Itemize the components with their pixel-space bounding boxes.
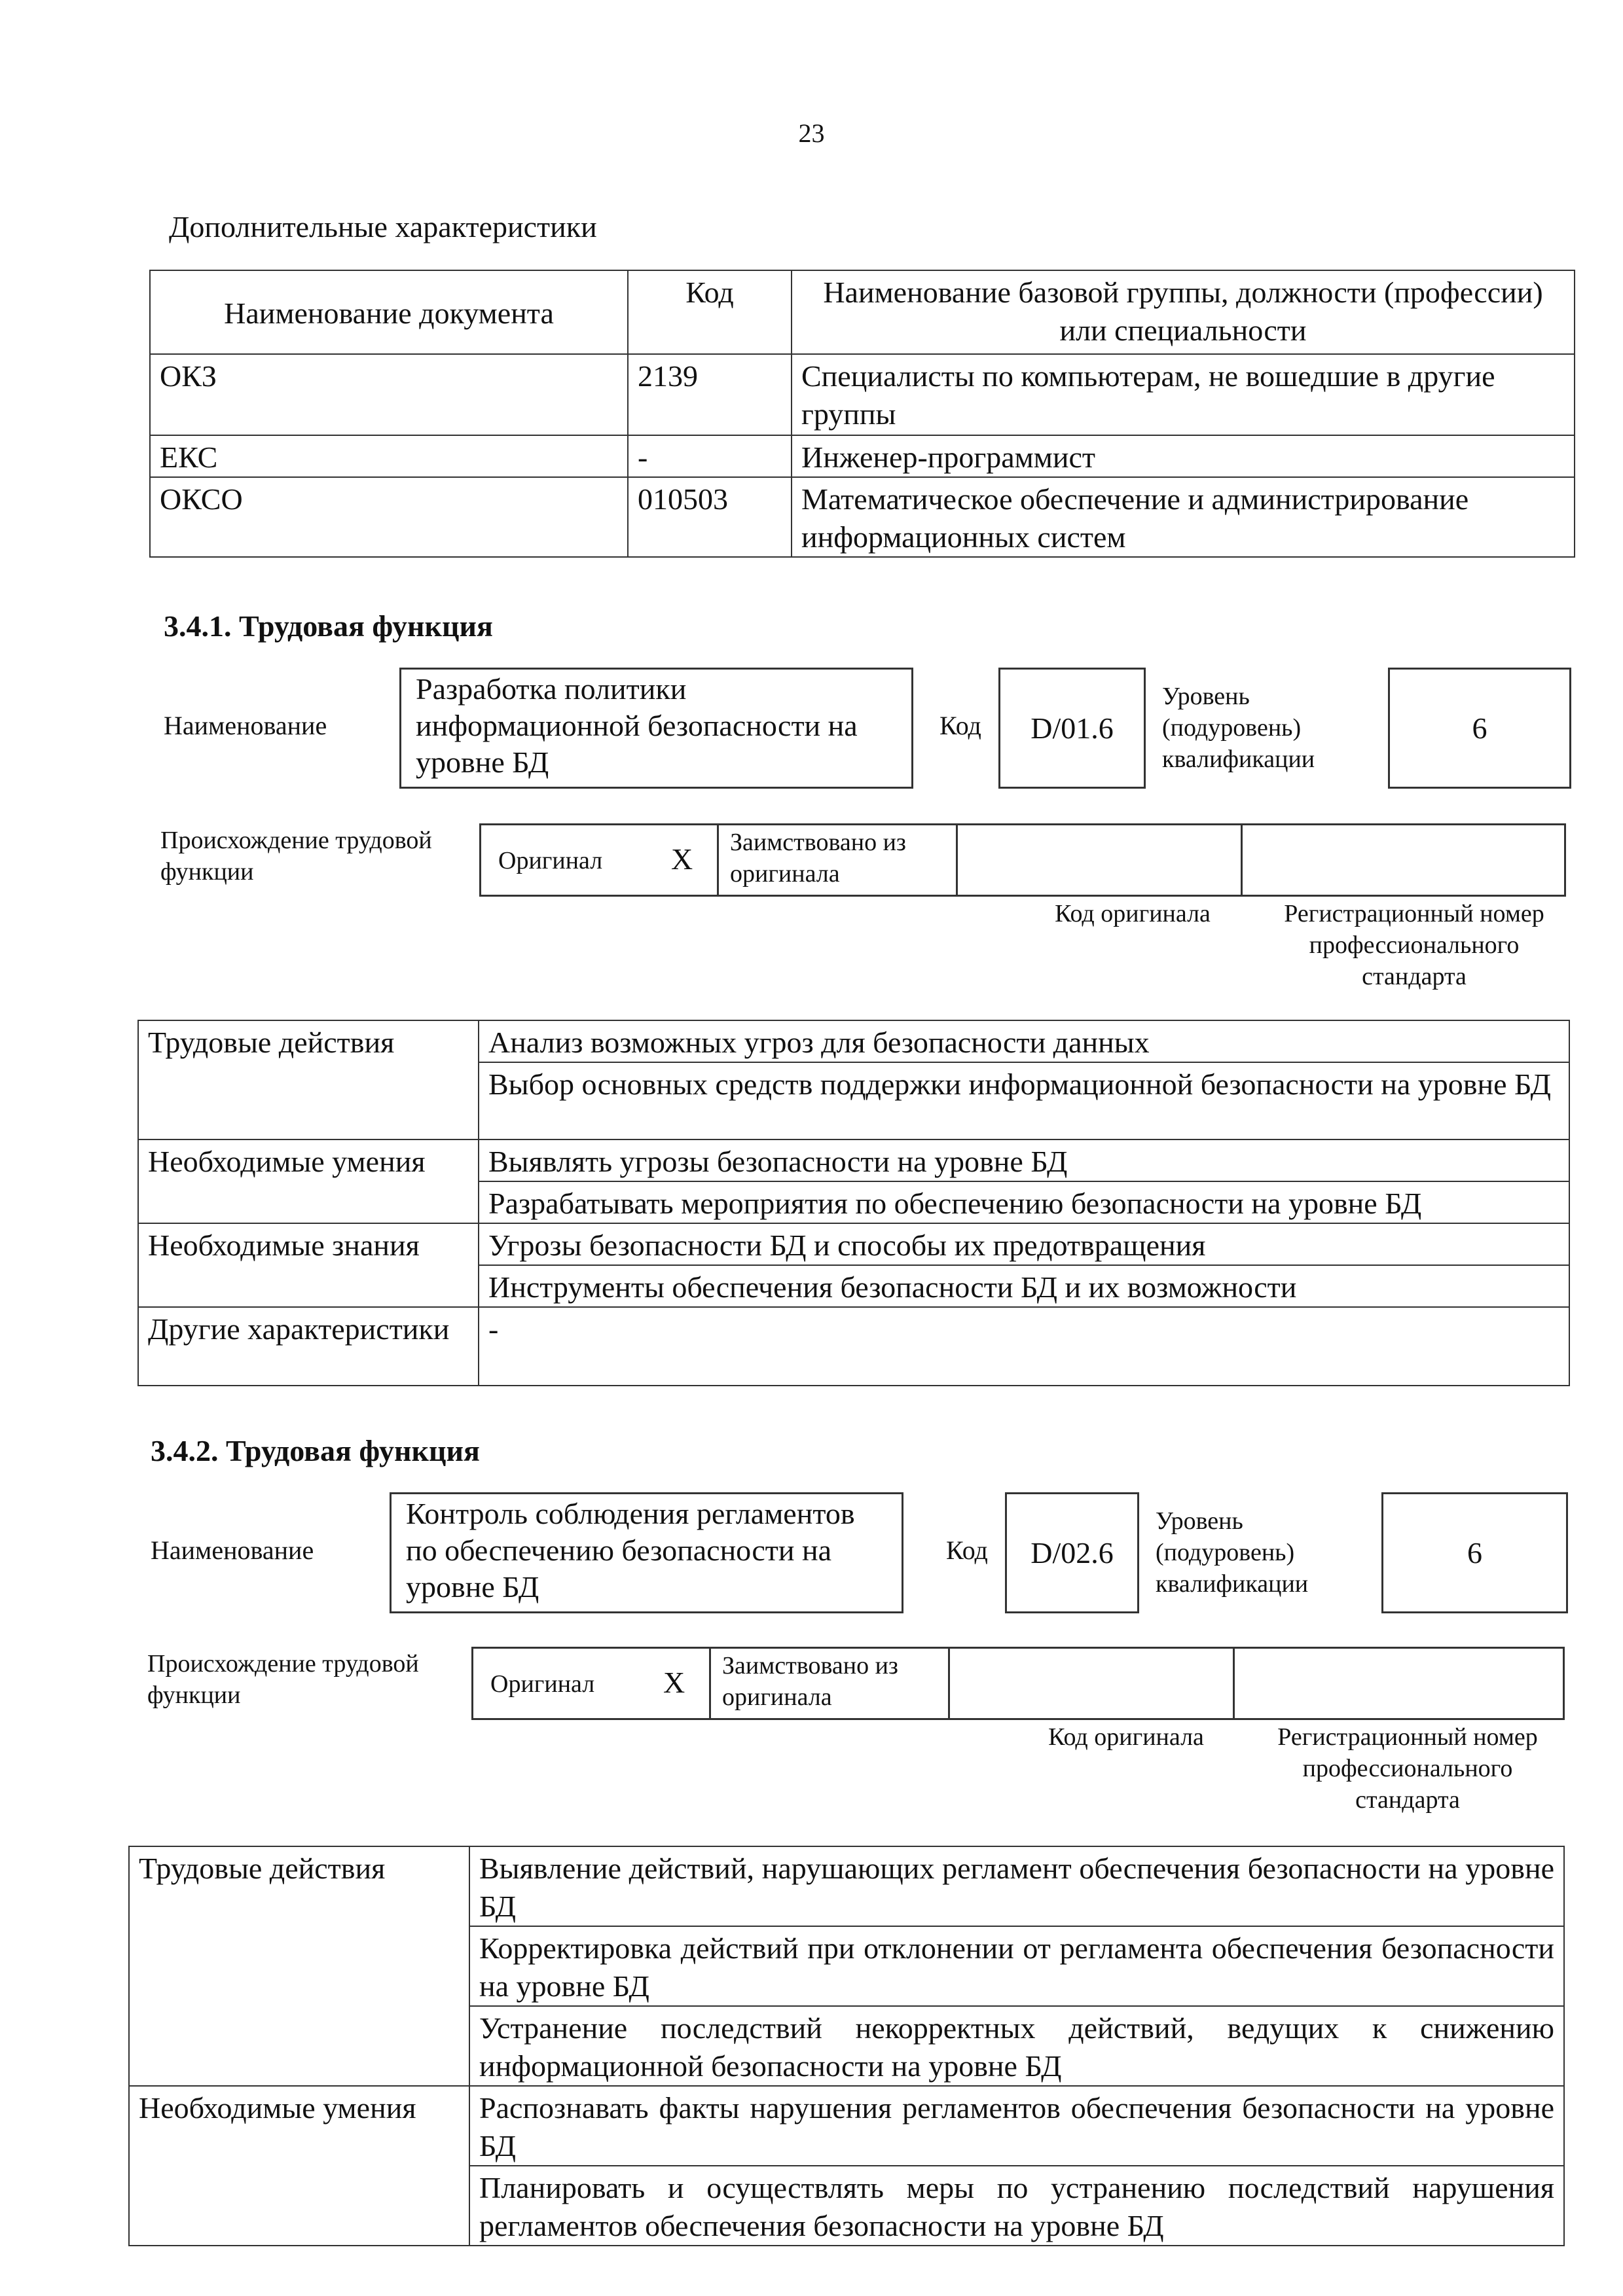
divider: [948, 1649, 950, 1718]
origin-label: Происхождение трудовой функции: [147, 1650, 419, 1709]
item-cell: -: [479, 1307, 1569, 1386]
table-row: [138, 1223, 1569, 1265]
reg-number-label: Регистрационный номер профессионального стандарта: [1277, 1723, 1538, 1814]
item-cell: Распознавать факты нарушения регламентов обеспечения безопасности на уровне БД: [469, 2086, 1564, 2166]
name-label: Наименование: [151, 1535, 314, 1565]
table-row: [138, 1139, 1569, 1181]
group-label: Необходимые знания: [138, 1223, 479, 1307]
borrowed-label: Заимствовано из оригинала: [730, 829, 906, 888]
group-label: Другие характеристики: [138, 1307, 479, 1386]
item-cell: Разрабатывать мероприятия по обеспечению безопасности на уровне БД: [479, 1181, 1569, 1223]
function-table-341: [137, 1020, 1570, 1386]
table-row: [138, 1020, 1569, 1062]
reg-number-label: Регистрационный номер профессионального стандарта: [1284, 900, 1544, 990]
item-cell: Выявлять угрозы безопасности на уровне БД: [479, 1139, 1569, 1181]
name-cell: Специалисты по компьютерам, не вошедшие в другие группы: [792, 354, 1575, 435]
item-cell: Корректировка действий при отклонении от регламента обеспечения безопасности на уровне БД: [469, 1926, 1564, 2006]
table-row: [150, 477, 1575, 557]
code-cell: -: [628, 435, 792, 477]
code-original-label: Код оригинала: [1048, 1723, 1204, 1751]
group-label: Трудовые действия: [138, 1020, 479, 1139]
item-cell: Инструменты обеспечения безопасности БД и их возможности: [479, 1265, 1569, 1307]
name-label: Наименование: [164, 711, 327, 740]
origin-strip: [471, 1647, 1565, 1720]
doc-cell: ОКСО: [150, 477, 628, 557]
function-name-box: Контроль соблюдения регламентов по обеспечению безопасности на уровне БД: [390, 1492, 903, 1613]
name-cell: Инженер-программист: [792, 435, 1575, 477]
code-original-label: Код оригинала: [1055, 900, 1211, 927]
group-label: Трудовые действия: [129, 1846, 469, 2086]
divider: [956, 825, 958, 895]
header-code: Код: [628, 270, 792, 354]
doc-cell: ОКЗ: [150, 354, 628, 435]
item-cell: Выявление действий, нарушающих регламент обеспечения безопасности на уровне БД: [469, 1846, 1564, 1926]
original-mark: X: [663, 1666, 685, 1699]
name-cell: Математическое обеспечение и администрирование информационных систем: [792, 477, 1575, 557]
code-label: Код: [939, 711, 981, 740]
code-label: Код: [946, 1535, 988, 1565]
additional-title: Дополнительные характеристики: [169, 210, 597, 243]
divider: [1233, 1649, 1235, 1718]
level-box: 6: [1388, 668, 1571, 789]
item-cell: Анализ возможных угроз для безопасности данных: [479, 1020, 1569, 1062]
origin-label: Происхождение трудовой функции: [160, 827, 432, 886]
function-code-box: D/02.6: [1005, 1492, 1139, 1613]
item-cell: Выбор основных средств поддержки информационной безопасности на уровне БД: [479, 1062, 1569, 1139]
original-label: Оригинал: [498, 847, 603, 874]
table-row: [129, 1846, 1564, 1926]
level-box: 6: [1381, 1492, 1568, 1613]
table-row: [150, 354, 1575, 435]
original-label: Оригинал: [490, 1670, 595, 1698]
divider: [1241, 825, 1243, 895]
item-cell: Устранение последствий некорректных действий, ведущих к снижению информационной безопасности на уровне БД: [469, 2006, 1564, 2086]
group-label: Необходимые умения: [138, 1139, 479, 1223]
additional-table: [149, 270, 1575, 558]
function-table-342: [128, 1846, 1565, 2246]
table-row: [129, 2086, 1564, 2166]
function-code-box: D/01.6: [998, 668, 1146, 789]
level-label: Уровень (подуровень) квалификации: [1162, 683, 1315, 773]
header-group-name: Наименование базовой группы, должности (профессии) или специальности: [792, 270, 1575, 354]
item-cell: Планировать и осуществлять меры по устранению последствий нарушения регламентов обеспечения безопасности на уровне БД: [469, 2166, 1564, 2246]
section-heading-341: 3.4.1. Трудовая функция: [164, 609, 493, 643]
function-name-box: Разработка политики информационной безопасности на уровне БД: [399, 668, 913, 789]
header-doc-name: Наименование документа: [150, 270, 628, 354]
table-row: [150, 435, 1575, 477]
table-header-row: [150, 270, 1575, 354]
origin-strip: [479, 823, 1566, 897]
section-heading-342: 3.4.2. Трудовая функция: [151, 1434, 480, 1467]
divider: [717, 825, 719, 895]
level-label: Уровень (подуровень) квалификации: [1156, 1507, 1309, 1598]
item-cell: Угрозы безопасности БД и способы их предотвращения: [479, 1223, 1569, 1265]
table-row: [138, 1307, 1569, 1386]
doc-cell: ЕКС: [150, 435, 628, 477]
page-number: 23: [798, 118, 825, 148]
code-cell: 010503: [628, 477, 792, 557]
code-cell: 2139: [628, 354, 792, 435]
original-mark: X: [671, 842, 693, 876]
group-label: Необходимые умения: [129, 2086, 469, 2246]
divider: [709, 1649, 711, 1718]
borrowed-label: Заимствовано из оригинала: [722, 1652, 898, 1711]
